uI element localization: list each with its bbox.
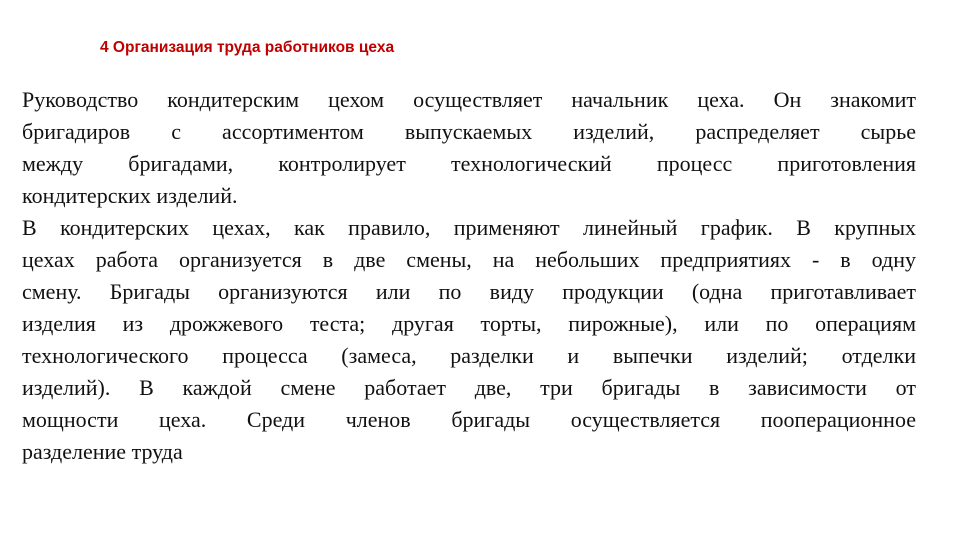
text-line: Руководство кондитерским цехом осуществляет начальник цеха. Он знакомит	[22, 87, 916, 112]
text-line: изделия из дрожжевого теста; другая торты, пирожные), или по операциям	[22, 311, 916, 336]
slide-body	[22, 84, 916, 468]
text-line: В кондитерских цехах, как правило, применяют линейный график. В крупных	[22, 215, 916, 240]
paragraph-1	[22, 84, 916, 212]
text-line: кондитерских изделий.	[22, 183, 238, 208]
text-line: цехах работа организуется в две смены, на небольших предприятиях - в одну	[22, 247, 916, 272]
text-line: изделий). В каждой смене работает две, три бригады в зависимости от	[22, 375, 916, 400]
paragraph-2	[22, 212, 916, 468]
text-line: разделение труда	[22, 439, 183, 464]
slide-title: 4 Организация труда работников цеха	[100, 39, 395, 56]
text-line: смену. Бригады организуются или по виду продукции (одна приготавливает	[22, 279, 916, 304]
text-line: мощности цеха. Среди членов бригады осуществляется пооперационное	[22, 407, 916, 432]
text-line: между бригадами, контролирует технологический процесс приготовления	[22, 151, 916, 176]
text-line: технологического процесса (замеса, разделки и выпечки изделий; отделки	[22, 343, 916, 368]
text-line: бригадиров с ассортиментом выпускаемых изделий, распределяет сырье	[22, 119, 916, 144]
